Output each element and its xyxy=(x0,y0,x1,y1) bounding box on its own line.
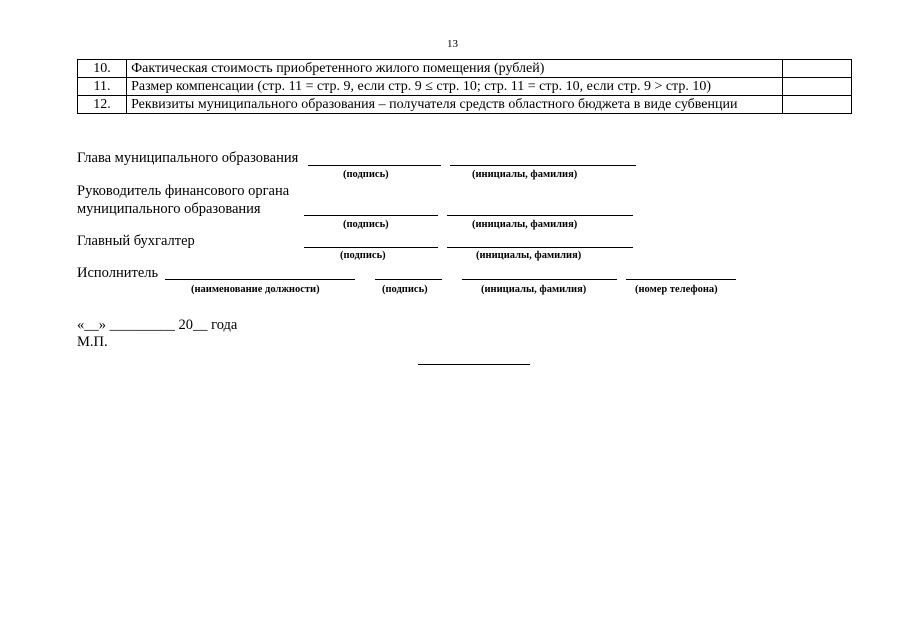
finance-name-caption: (инициалы, фамилия) xyxy=(472,219,578,230)
table-row xyxy=(78,96,852,114)
end-divider xyxy=(418,364,530,365)
head-name-caption: (инициалы, фамилия) xyxy=(472,169,578,180)
row-text: Реквизиты муниципального образования – получателя средств областного бюджета в виде субвенции xyxy=(127,96,783,114)
finance-label-line1: Руководитель финансового органа xyxy=(77,183,290,199)
executor-signature-line xyxy=(375,279,442,280)
accountant-name-line xyxy=(447,247,633,248)
executor-phone-caption: (номер телефона) xyxy=(635,284,718,295)
finance-label-line2: муниципального образования xyxy=(77,201,261,217)
accountant-name-caption: (инициалы, фамилия) xyxy=(476,250,582,261)
accountant-signature-line xyxy=(304,247,438,248)
page-number: 13 xyxy=(447,38,458,50)
executor-name-line xyxy=(462,279,617,280)
executor-name-caption: (инициалы, фамилия) xyxy=(481,284,587,295)
head-signature-caption: (подпись) xyxy=(343,169,389,180)
row-text: Размер компенсации (стр. 11 = стр. 9, если стр. 9 ≤ стр. 10; стр. 11 = стр. 10, если стр. 9 > стр. 10) xyxy=(127,78,783,96)
head-name-line xyxy=(450,165,636,166)
row-text: Фактическая стоимость приобретенного жилого помещения (рублей) xyxy=(127,60,783,78)
stamp-mark: М.П. xyxy=(77,334,108,350)
accountant-label: Главный бухгалтер xyxy=(77,233,195,249)
executor-phone-line xyxy=(626,279,736,280)
executor-signature-caption: (подпись) xyxy=(382,284,428,295)
date-line: «__» _________ 20__ года xyxy=(77,317,238,333)
head-label: Глава муниципального образования xyxy=(77,150,299,166)
finance-name-line xyxy=(447,215,633,216)
head-signature-line xyxy=(308,165,441,166)
row-number: 10. xyxy=(78,60,127,78)
executor-position-line xyxy=(165,279,355,280)
row-number: 12. xyxy=(78,96,127,114)
table-row xyxy=(78,78,852,96)
executor-position-caption: (наименование должности) xyxy=(191,284,320,295)
accountant-signature-caption: (подпись) xyxy=(340,250,386,261)
row-number: 11. xyxy=(78,78,127,96)
row-value-cell xyxy=(782,96,851,114)
row-value-cell xyxy=(782,78,851,96)
finance-signature-line xyxy=(304,215,438,216)
finance-signature-caption: (подпись) xyxy=(343,219,389,230)
data-table xyxy=(77,59,852,114)
executor-label: Исполнитель xyxy=(77,265,159,281)
table-row xyxy=(78,60,852,78)
row-value-cell xyxy=(782,60,851,78)
